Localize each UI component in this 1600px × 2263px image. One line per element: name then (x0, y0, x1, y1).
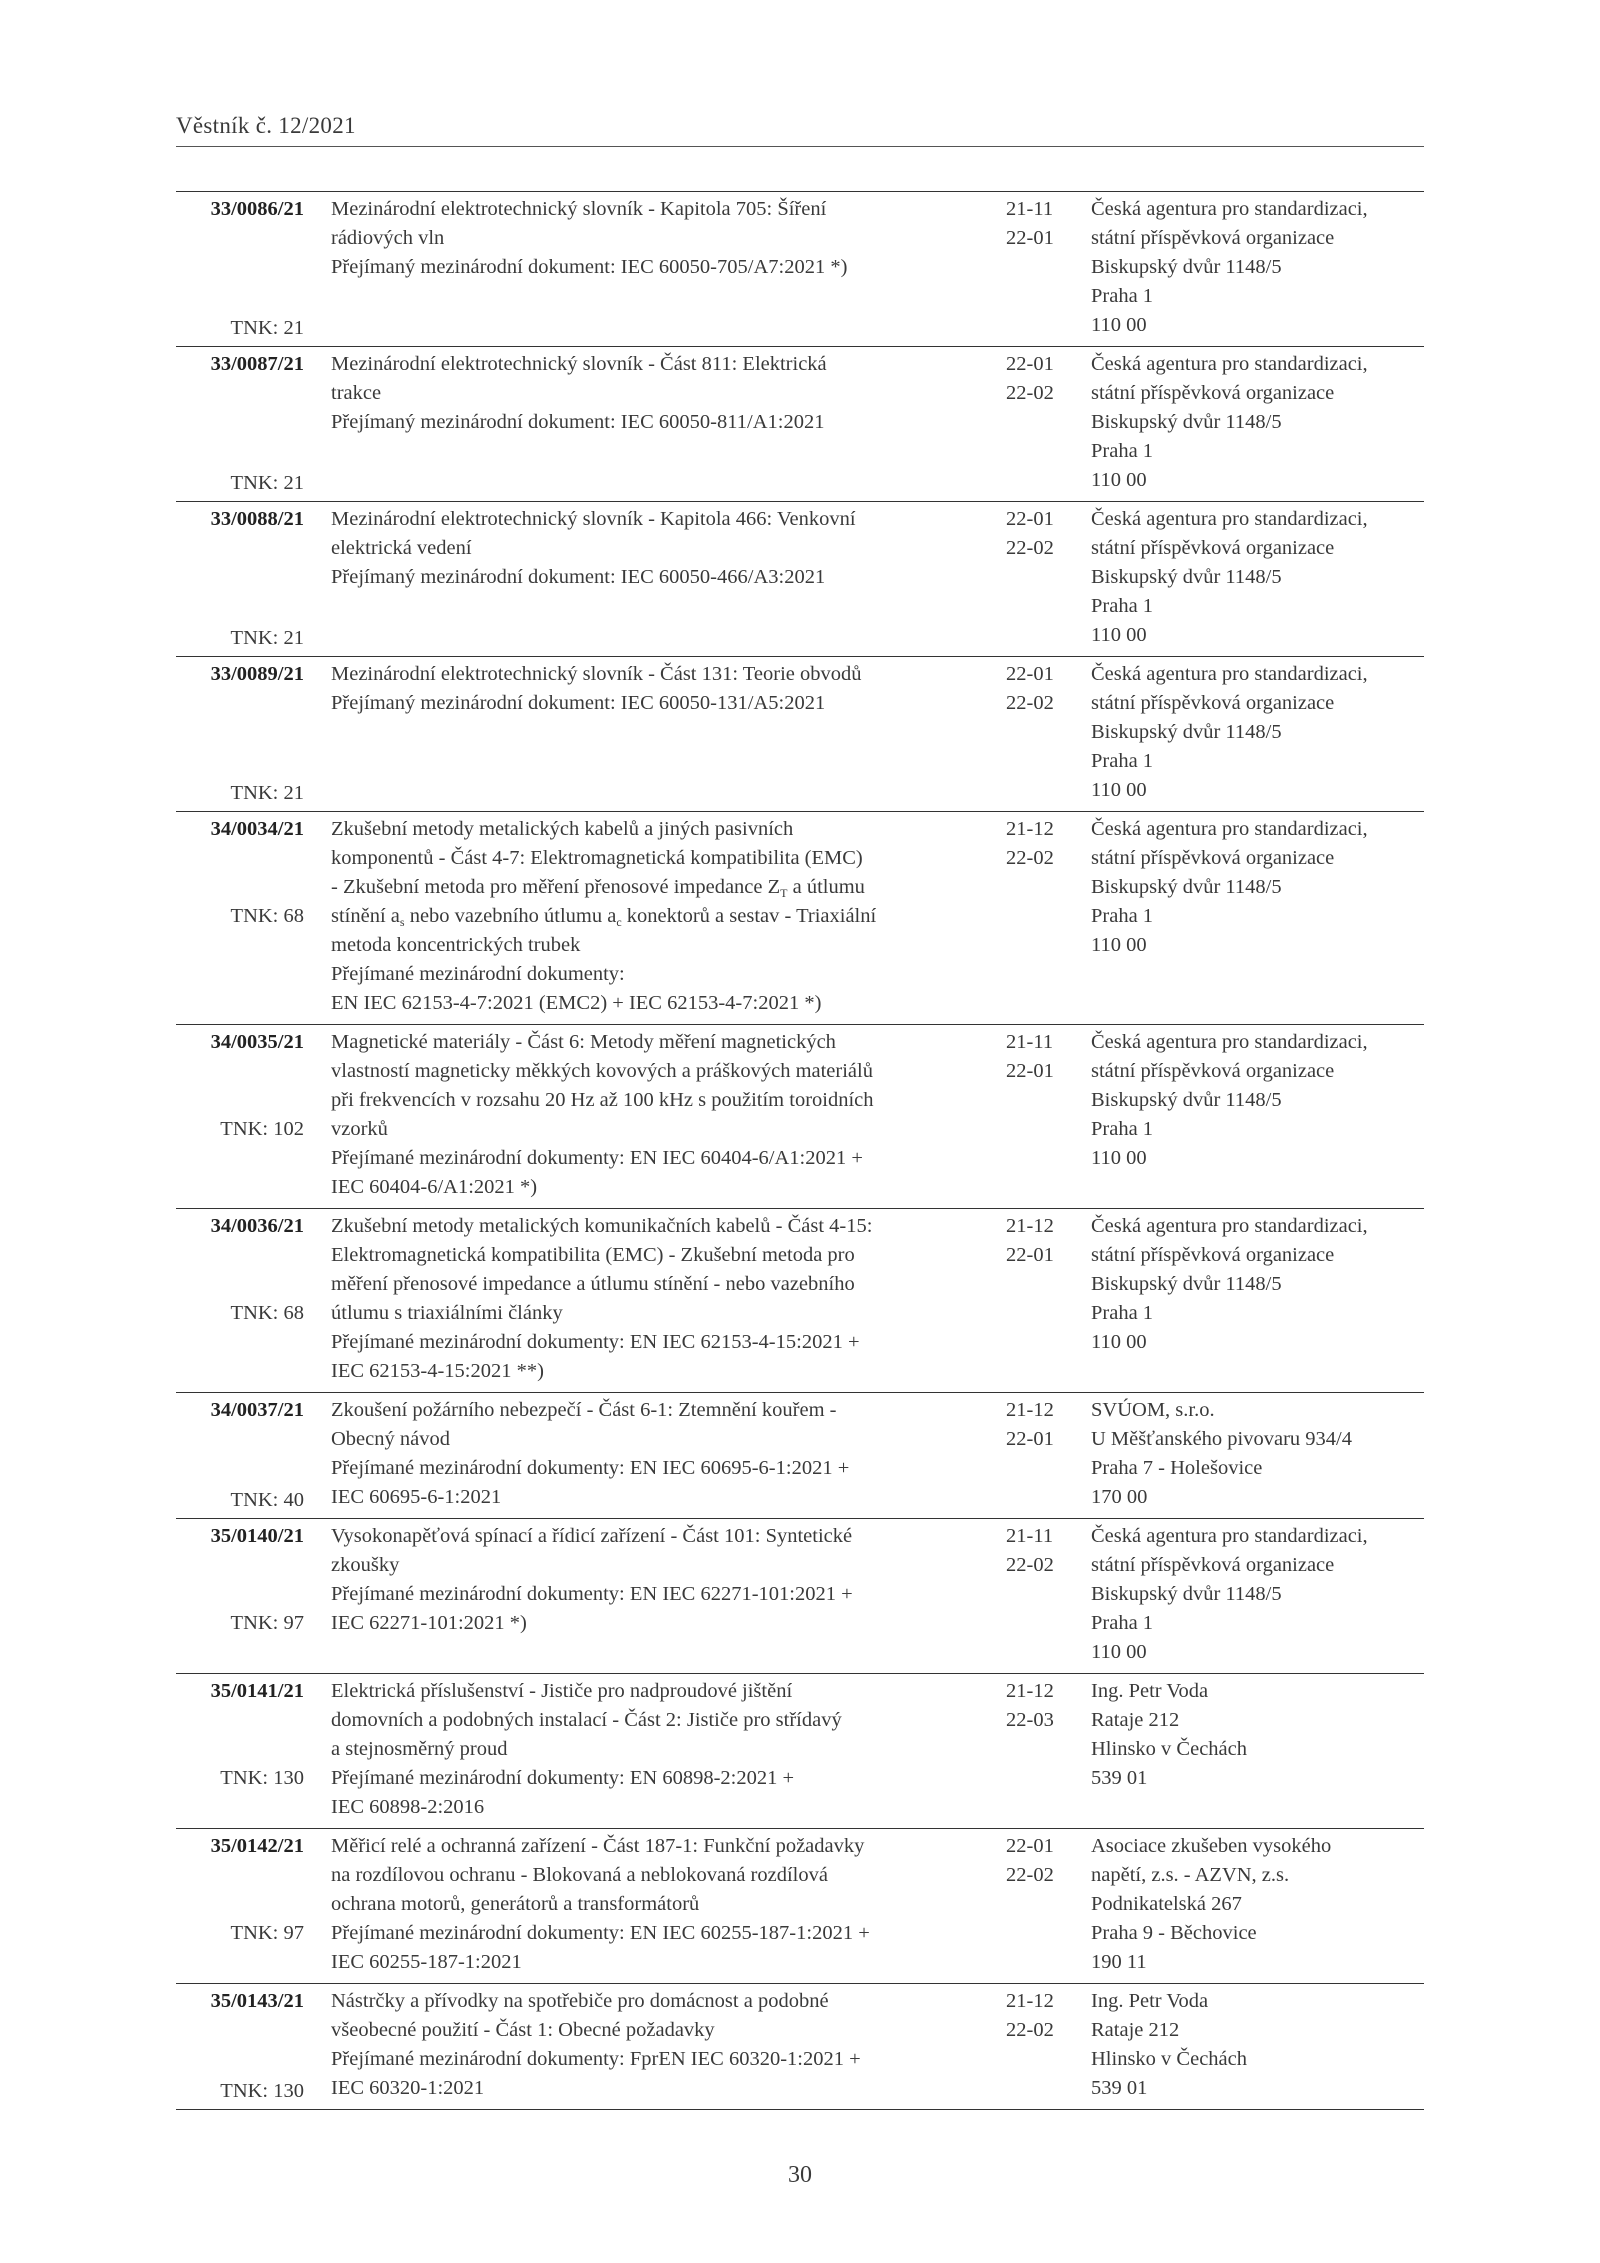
table-row (176, 1984, 1424, 2110)
address-cell (1091, 350, 1426, 495)
tnk-label: TNK: 130 (220, 2080, 304, 2102)
date-from: 21-12 (1006, 818, 1054, 840)
address-line: Praha 1 (1091, 1302, 1154, 1324)
title-line: zkoušky (331, 1554, 400, 1576)
title-cell (331, 1832, 991, 1977)
title-line: Mezinárodní elektrotechnický slovník - Část 811: Elektrická (331, 353, 827, 375)
title-line: Přejímané mezinárodní dokumenty: EN IEC 62271-101:2021 + (331, 1583, 853, 1605)
address-line: Podnikatelská 267 (1091, 1893, 1242, 1915)
title-line: Zkušební metody metalických komunikačních kabelů - Část 4-15: (331, 1215, 873, 1237)
title-cell (331, 1396, 991, 1512)
title-text: stínění a (331, 905, 400, 927)
table-row (176, 192, 1424, 347)
title-line: Zkušební metody metalických kabelů a jiných pasivních (331, 818, 794, 840)
title-line: vlastností magneticky měkkých kovových a práškových materiálů (331, 1060, 873, 1082)
date-from: 21-12 (1006, 1990, 1054, 2012)
address-line: Česká agentura pro standardizaci, (1091, 1215, 1368, 1237)
date-to: 22-02 (1006, 537, 1054, 559)
title-line: Mezinárodní elektrotechnický slovník - Kapitola 466: Venkovní (331, 508, 856, 530)
journal-title: Věstník č. 12/2021 (176, 113, 356, 138)
title-line: vzorků (331, 1118, 388, 1140)
title-line: rádiových vln (331, 227, 445, 249)
address-line: Praha 9 - Běchovice (1091, 1922, 1257, 1944)
title-cell (331, 1677, 991, 1822)
title-line: metoda koncentrických trubek (331, 934, 581, 956)
address-line: 110 00 (1091, 469, 1147, 491)
id-cell (176, 660, 304, 808)
tnk-label: TNK: 40 (230, 1489, 304, 1511)
title-line: Elektromagnetická kompatibilita (EMC) - Zkušební metoda pro (331, 1244, 855, 1266)
date-from: 21-12 (1006, 1680, 1054, 1702)
date-from: 21-11 (1006, 198, 1054, 220)
page-header (176, 112, 1424, 147)
table-row (176, 812, 1424, 1025)
title-line: IEC 62271-101:2021 *) (331, 1612, 527, 1634)
address-line: 110 00 (1091, 934, 1147, 956)
address-line: Biskupský dvůr 1148/5 (1091, 566, 1282, 588)
dates-cell (1006, 1832, 1076, 1890)
address-line: Česká agentura pro standardizaci, (1091, 1525, 1368, 1547)
address-line: Rataje 212 (1091, 1709, 1180, 1731)
tnk-label: TNK: 130 (220, 1767, 304, 1789)
address-line: Praha 1 (1091, 750, 1154, 772)
address-line: Česká agentura pro standardizaci, (1091, 818, 1368, 840)
title-text: a útlumu (787, 876, 865, 898)
title-line: EN IEC 62153-4-7:2021 (EMC2) + IEC 62153-4-7:2021 *) (331, 992, 822, 1014)
address-line: Praha 1 (1091, 440, 1154, 462)
address-line: 539 01 (1091, 1767, 1148, 1789)
title-line: a stejnosměrný proud (331, 1738, 508, 1760)
table-row (176, 502, 1424, 657)
title-cell (331, 350, 991, 437)
title-cell (331, 195, 991, 282)
address-cell (1091, 660, 1426, 805)
date-to: 22-03 (1006, 1709, 1054, 1731)
address-line: 110 00 (1091, 1147, 1147, 1169)
address-line: státní příspěvková organizace (1091, 227, 1335, 249)
address-line: Biskupský dvůr 1148/5 (1091, 721, 1282, 743)
tnk-label: TNK: 21 (230, 472, 304, 494)
date-from: 22-01 (1006, 1835, 1054, 1857)
address-line: Česká agentura pro standardizaci, (1091, 508, 1368, 530)
title-line: Vysokonapěťová spínací a řídicí zařízení - Část 101: Syntetické (331, 1525, 853, 1547)
address-line: napětí, z.s. - AZVN, z.s. (1091, 1864, 1290, 1886)
address-cell (1091, 1832, 1426, 1977)
dates-cell (1006, 1212, 1076, 1270)
date-from: 21-11 (1006, 1031, 1054, 1053)
title-line: Přejímaný mezinárodní dokument: IEC 60050-811/A1:2021 (331, 411, 825, 433)
dates-cell (1006, 1677, 1076, 1735)
address-line: 170 00 (1091, 1486, 1148, 1508)
tnk-label: TNK: 68 (230, 905, 304, 927)
id-cell (176, 815, 304, 927)
date-to: 22-02 (1006, 1864, 1054, 1886)
address-line: Česká agentura pro standardizaci, (1091, 663, 1368, 685)
subscript: c (616, 915, 622, 929)
address-line: Česká agentura pro standardizaci, (1091, 1031, 1368, 1053)
title-line: ochrana motorů, generátorů a transformátorů (331, 1893, 700, 1915)
title-text: nebo vazebního útlumu a (404, 905, 617, 927)
table-row (176, 1829, 1424, 1984)
address-cell (1091, 815, 1426, 960)
title-line: IEC 60695-6-1:2021 (331, 1486, 502, 1508)
address-line: Biskupský dvůr 1148/5 (1091, 1089, 1282, 1111)
table-row (176, 1519, 1424, 1674)
title-text: - Zkušební metoda pro měření přenosové impedance Z (331, 876, 781, 898)
address-line: státní příspěvková organizace (1091, 1060, 1335, 1082)
address-line: státní příspěvková organizace (1091, 537, 1335, 559)
title-line: Přejímaný mezinárodní dokument: IEC 60050-131/A5:2021 (331, 692, 826, 714)
date-from: 22-01 (1006, 508, 1054, 530)
title-line: Nástrčky a přívodky na spotřebiče pro domácnost a podobné (331, 1990, 829, 2012)
title-line: při frekvencích v rozsahu 20 Hz až 100 kHz s použitím toroidních (331, 1089, 874, 1111)
title-line: Obecný návod (331, 1428, 450, 1450)
dates-cell (1006, 1028, 1076, 1086)
address-cell (1091, 505, 1426, 650)
address-line: Biskupský dvůr 1148/5 (1091, 876, 1282, 898)
title-cell (331, 1028, 991, 1202)
address-line: státní příspěvková organizace (1091, 847, 1335, 869)
tnk-label: TNK: 21 (230, 627, 304, 649)
date-to: 22-02 (1006, 382, 1054, 404)
title-line: Magnetické materiály - Část 6: Metody měření magnetických (331, 1031, 836, 1053)
title-line: domovních a podobných instalací - Část 2: Jističe pro střídavý (331, 1709, 842, 1731)
title-cell (331, 1212, 991, 1386)
id-cell (176, 1677, 304, 1789)
title-line: na rozdílovou ochranu - Blokovaná a neblokovaná rozdílová (331, 1864, 828, 1886)
address-line: Praha 7 - Holešovice (1091, 1457, 1263, 1479)
title-line: Mezinárodní elektrotechnický slovník - Část 131: Teorie obvodů (331, 663, 862, 685)
address-line: Praha 1 (1091, 1612, 1154, 1634)
date-from: 21-12 (1006, 1215, 1054, 1237)
address-line: SVÚOM, s.r.o. (1091, 1399, 1215, 1421)
title-line: útlumu s triaxiálními články (331, 1302, 563, 1324)
standard-id: 34/0037/21 (210, 1399, 304, 1421)
tnk-label: TNK: 21 (230, 317, 304, 339)
address-line: 110 00 (1091, 1641, 1147, 1663)
address-line: Biskupský dvůr 1148/5 (1091, 256, 1282, 278)
address-line: Česká agentura pro standardizaci, (1091, 198, 1368, 220)
address-cell (1091, 1677, 1426, 1793)
title-cell (331, 505, 991, 592)
address-line: Rataje 212 (1091, 2019, 1180, 2041)
title-line: Přejímané mezinárodní dokumenty: EN 60898-2:2021 + (331, 1767, 795, 1789)
address-line: Asociace zkušeben vysokého (1091, 1835, 1332, 1857)
title-line: IEC 60898-2:2016 (331, 1796, 485, 1818)
title-line: komponentů - Část 4-7: Elektromagnetická kompatibilita (EMC) (331, 847, 863, 869)
date-to: 22-01 (1006, 1060, 1054, 1082)
address-line: Praha 1 (1091, 595, 1154, 617)
title-cell (331, 815, 991, 1018)
title-line: Měřicí relé a ochranná zařízení - Část 187-1: Funkční požadavky (331, 1835, 865, 1857)
address-line: Česká agentura pro standardizaci, (1091, 353, 1368, 375)
title-line: IEC 60255-187-1:2021 (331, 1951, 522, 1973)
id-cell (176, 1396, 304, 1515)
title-line: IEC 60320-1:2021 (331, 2077, 485, 2099)
address-line: státní příspěvková organizace (1091, 382, 1335, 404)
address-line: 110 00 (1091, 779, 1147, 801)
standard-id: 33/0088/21 (210, 508, 304, 530)
title-line: Přejímané mezinárodní dokumenty: EN IEC 60404-6/A1:2021 + (331, 1147, 863, 1169)
title-line: Přejímaný mezinárodní dokument: IEC 60050-466/A3:2021 (331, 566, 826, 588)
address-line: Biskupský dvůr 1148/5 (1091, 1583, 1282, 1605)
address-cell (1091, 1028, 1426, 1173)
address-line: 110 00 (1091, 314, 1147, 336)
id-cell (176, 1987, 304, 2106)
address-line: Praha 1 (1091, 905, 1154, 927)
subscript: s (399, 915, 405, 929)
dates-cell (1006, 660, 1076, 718)
title-text: konektorů a sestav - Triaxiální (621, 905, 877, 927)
standards-table (176, 191, 1424, 2110)
standard-id: 33/0086/21 (210, 198, 304, 220)
tnk-label: TNK: 68 (230, 1302, 304, 1324)
title-line: trakce (331, 382, 382, 404)
date-from: 22-01 (1006, 663, 1054, 685)
address-line: Praha 1 (1091, 285, 1154, 307)
table-row (176, 1209, 1424, 1393)
standard-id: 34/0036/21 (210, 1215, 304, 1237)
standard-id: 33/0089/21 (210, 663, 304, 685)
standard-id: 34/0035/21 (210, 1031, 304, 1053)
id-cell (176, 1028, 304, 1140)
tnk-label: TNK: 21 (230, 782, 304, 804)
address-cell (1091, 1212, 1426, 1357)
dates-cell (1006, 1987, 1076, 2045)
id-cell (176, 350, 304, 498)
title-line: Mezinárodní elektrotechnický slovník - Kapitola 705: Šíření (331, 198, 827, 220)
tnk-label: TNK: 97 (230, 1922, 304, 1944)
title-line: měření přenosové impedance a útlumu stínění - nebo vazebního (331, 1273, 855, 1295)
address-line: Biskupský dvůr 1148/5 (1091, 411, 1282, 433)
table-row (176, 1393, 1424, 1519)
date-to: 22-02 (1006, 847, 1054, 869)
title-cell (331, 660, 991, 718)
title-line: IEC 62153-4-15:2021 **) (331, 1360, 544, 1382)
standard-id: 35/0140/21 (210, 1525, 304, 1547)
title-line: Zkoušení požárního nebezpečí - Část 6-1: Ztemnění kouřem - (331, 1399, 837, 1421)
table-row (176, 1674, 1424, 1829)
title-line: Elektrická příslušenství - Jističe pro nadproudové jištění (331, 1680, 793, 1702)
address-line: Biskupský dvůr 1148/5 (1091, 1273, 1282, 1295)
date-to: 22-01 (1006, 227, 1054, 249)
address-line: státní příspěvková organizace (1091, 1554, 1335, 1576)
date-from: 21-11 (1006, 1525, 1054, 1547)
dates-cell (1006, 505, 1076, 563)
standard-id: 35/0143/21 (210, 1990, 304, 2012)
title-cell (331, 1987, 991, 2103)
dates-cell (1006, 195, 1076, 253)
table-row (176, 1025, 1424, 1209)
table-row (176, 657, 1424, 812)
id-cell (176, 1522, 304, 1634)
address-line: 110 00 (1091, 1331, 1147, 1353)
address-line: Ing. Petr Voda (1091, 1990, 1209, 2012)
title-line (331, 902, 991, 931)
address-line: státní příspěvková organizace (1091, 692, 1335, 714)
standard-id: 35/0141/21 (210, 1680, 304, 1702)
date-to: 22-02 (1006, 2019, 1054, 2041)
title-line: Přejímaný mezinárodní dokument: IEC 60050-705/A7:2021 *) (331, 256, 848, 278)
id-cell (176, 505, 304, 653)
page-number: 30 (788, 2162, 812, 2188)
address-line: Hlinsko v Čechách (1091, 2048, 1247, 2070)
dates-cell (1006, 1522, 1076, 1580)
title-line: Přejímané mezinárodní dokumenty: EN IEC 62153-4-15:2021 + (331, 1331, 860, 1353)
title-line: elektrická vedení (331, 537, 472, 559)
address-cell (1091, 1522, 1426, 1667)
tnk-label: TNK: 97 (230, 1612, 304, 1634)
address-cell (1091, 1987, 1426, 2103)
standard-id: 34/0034/21 (210, 818, 304, 840)
table-row (176, 347, 1424, 502)
title-line: všeobecné použití - Část 1: Obecné požadavky (331, 2019, 715, 2041)
date-to: 22-02 (1006, 1554, 1054, 1576)
dates-cell (1006, 350, 1076, 408)
dates-cell (1006, 815, 1076, 873)
address-cell (1091, 195, 1426, 340)
standard-id: 35/0142/21 (210, 1835, 304, 1857)
title-line: Přejímané mezinárodní dokumenty: EN IEC 60695-6-1:2021 + (331, 1457, 850, 1479)
address-line: Ing. Petr Voda (1091, 1680, 1209, 1702)
title-line: IEC 60404-6/A1:2021 *) (331, 1176, 538, 1198)
date-from: 21-12 (1006, 1399, 1054, 1421)
date-to: 22-01 (1006, 1428, 1054, 1450)
title-line: Přejímané mezinárodní dokumenty: (331, 963, 625, 985)
address-cell (1091, 1396, 1426, 1512)
address-line: Praha 1 (1091, 1118, 1154, 1140)
title-cell (331, 1522, 991, 1638)
id-cell (176, 1212, 304, 1324)
date-to: 22-02 (1006, 692, 1054, 714)
subscript: T (780, 886, 788, 900)
title-line: Přejímané mezinárodní dokumenty: FprEN IEC 60320-1:2021 + (331, 2048, 861, 2070)
id-cell (176, 1832, 304, 1944)
address-line: 110 00 (1091, 624, 1147, 646)
dates-cell (1006, 1396, 1076, 1454)
standard-id: 33/0087/21 (210, 353, 304, 375)
id-cell (176, 195, 304, 343)
date-from: 22-01 (1006, 353, 1054, 375)
date-to: 22-01 (1006, 1244, 1054, 1266)
address-line: Hlinsko v Čechách (1091, 1738, 1247, 1760)
address-line: U Měšťanského pivovaru 934/4 (1091, 1428, 1352, 1450)
address-line: 539 01 (1091, 2077, 1148, 2099)
tnk-label: TNK: 102 (220, 1118, 304, 1140)
title-line: Přejímané mezinárodní dokumenty: EN IEC 60255-187-1:2021 + (331, 1922, 870, 1944)
title-line (331, 873, 991, 902)
address-line: 190 11 (1091, 1951, 1147, 1973)
address-line: státní příspěvková organizace (1091, 1244, 1335, 1266)
